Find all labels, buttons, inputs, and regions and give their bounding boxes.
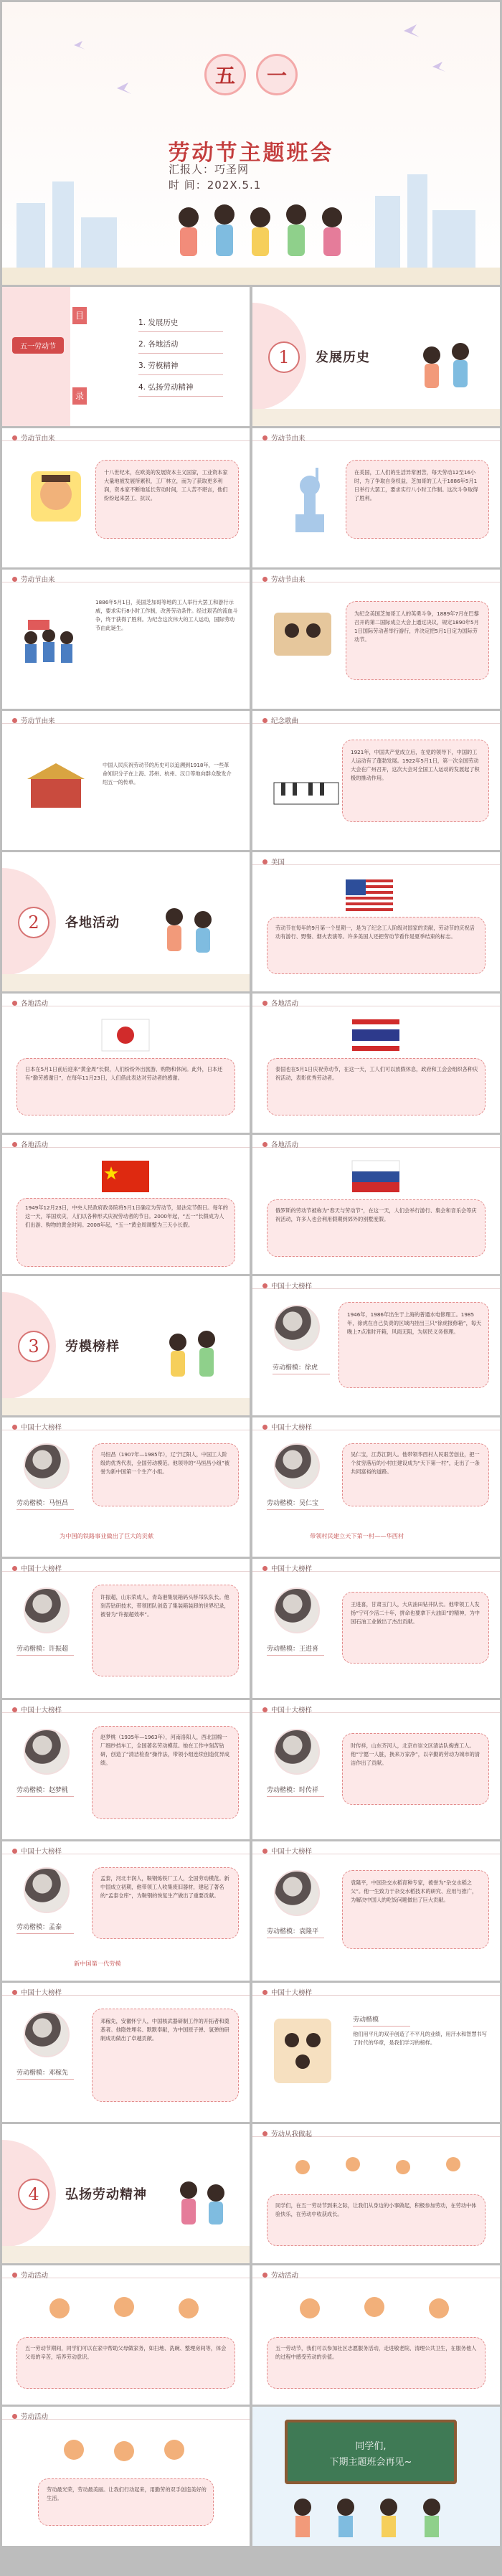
model-slide-10 [2, 1983, 250, 2122]
slide-text: 1949年12月23日，中央人民政府政务院将5月1日确定为劳动节，是法定节假日。每年的这一天，举国欢庆，人们以各种形式庆祝劳动者的节日。2000年起，“五一”长假成为人们出游、购物的黄金时间。2008年起，“五一”黄金周调整为三天小长假。 [25, 1204, 228, 1228]
toc-left-panel [2, 287, 70, 426]
portrait-photo [24, 1587, 70, 1633]
slide-text: 袁隆平，中国杂交水稻育种专家，被誉为“杂交水稻之父”。他一生致力于杂交水稻技术的研究、应用与推广，为解决中国人的吃饭问题做出了巨大贡献。 [351, 1879, 478, 1903]
section-4-number: 4 [18, 2179, 49, 2210]
toc-item-2[interactable]: 2. 各地活动 [138, 339, 223, 354]
model-slide-2 [2, 1417, 250, 1557]
portrait-photo [274, 1729, 320, 1775]
section-4-slide [2, 2124, 250, 2263]
china-slide [2, 1135, 250, 1274]
model-slide-3 [252, 1417, 500, 1557]
slide-text: 劳动节在每年的9月第一个星期一，是为了纪念工人阶级对国家的贡献，劳动节的庆祝活动有游行、野餐、烟火表演等。许多美国人还把劳动节看作是夏季结束的标志。 [275, 925, 475, 940]
model-name: 劳动楷模：王进喜 [267, 1643, 324, 1656]
slide-tag: 劳动从我做起 [271, 2131, 313, 2138]
model-name: 劳动楷模：赵梦桃 [16, 1785, 74, 1797]
slide-text: 吴仁宝，江苏江阴人。他带领华西村人民艰苦创业，把一个贫穷落后的小村庄建设成为“天下第一村”，走出了一条共同富裕的道路。 [351, 1451, 480, 1475]
portrait-photo [274, 1870, 320, 1916]
slide-tag: 中国十大榜样 [21, 1424, 62, 1432]
slide-tag: 中国十大榜样 [271, 1848, 313, 1856]
worker-collage-icon [252, 1983, 500, 2122]
slide-tag: 劳动节由来 [271, 435, 306, 443]
slide-text: 五一劳动节，我们可以参加社区志愿服务活动，走进敬老院、清理公共卫生，在服务他人的过程中感受劳动的价值。 [275, 2345, 477, 2360]
toc-item-3[interactable]: 3. 劳模精神 [138, 360, 223, 375]
portrait-photo [274, 1443, 320, 1489]
classroom-students-icon [252, 2407, 500, 2546]
model-quote: 新中国第一代劳模 [74, 1960, 121, 1967]
slide-text: 日本在5月1日前后迎来“黄金周”长假，人们纷纷外出旅游、购物和休闲。此外，日本还有“勤劳感谢日”，在每年11月23日，人们借此表达对劳动者的感谢。 [25, 1066, 223, 1081]
japan-slide [2, 994, 250, 1133]
slide-text: 俄罗斯的劳动节被称为“春天与劳动节”，在这一天，人们会举行游行、集会和音乐会等庆祝活动，许多人也会利用假期到郊外的别墅度假。 [275, 1207, 477, 1222]
slide-tag: 中国十大榜样 [21, 1989, 62, 1997]
slide-text: 1886年5月1日，美国芝加哥等地的工人举行大罢工和游行示威，要求实行8小时工作制，改善劳动条件。经过艰苦的流血斗争，终于获得了胜利。为纪念这次伟大的工人运动，国际劳动节由此诞生。 [95, 599, 238, 631]
slide-text: 马恒昌（1907年—1985年），辽宁辽阳人，中国工人阶级的优秀代表，全国劳动模范。他领导的“马恒昌小组”被誉为新中国第一个生产小组。 [100, 1451, 229, 1475]
portrait-photo [24, 1729, 70, 1775]
slide-tag: 劳动节由来 [21, 576, 55, 584]
closing-line-2: 下期主题班会再见~ [329, 2457, 412, 2468]
slide-tag: 中国十大榜样 [21, 1707, 62, 1714]
section-3-slide [2, 1276, 250, 1415]
closing-line-1: 同学们, [355, 2441, 387, 2452]
closing-slide [252, 2407, 500, 2546]
model-slide-9 [252, 1841, 500, 1981]
toc-label-bottom: 录 [72, 387, 87, 405]
model-name: 劳动楷模：时传祥 [267, 1785, 324, 1797]
model-quote: 为中国的铁路事业做出了巨大的贡献 [60, 1532, 154, 1539]
section-1-title: 发展历史 [316, 350, 370, 365]
model-slide-11 [252, 1983, 500, 2122]
toc-item-1[interactable]: 1. 发展历史 [138, 317, 223, 332]
origin-slide-2 [252, 428, 500, 567]
slide-tag: 中国十大榜样 [21, 1848, 62, 1856]
slide-text: 在美国，工人们的生活异常困苦，每天劳动12至16小时，为了争取自身权益，芝加哥的工人于1886年5月1日举行大罢工，要求实行八小时工作制。这次斗争取得了胜利。 [354, 469, 478, 501]
model-name: 劳动楷模：徐虎 [273, 1362, 330, 1374]
section-3-title: 劳模榜样 [65, 1339, 120, 1354]
origin-slide-3 [2, 570, 250, 709]
workers-illustration-icon [2, 852, 250, 991]
model-slide-4 [2, 1559, 250, 1698]
cover-slide [2, 2, 500, 285]
section-3-number: 3 [18, 1331, 49, 1362]
section-2-title: 各地活动 [65, 915, 120, 930]
model-slide-5 [252, 1559, 500, 1698]
model-name: 劳动楷模：袁隆平 [267, 1926, 324, 1938]
slide-tag: 劳动节由来 [21, 435, 55, 443]
thailand-slide [252, 994, 500, 1133]
protest-crowd-icon [2, 570, 250, 709]
toc-label-top: 目 [72, 307, 87, 324]
workers-illustration-icon [252, 287, 500, 426]
slide-tag: 劳动节由来 [21, 717, 55, 725]
workers-illustration-icon [2, 2124, 250, 2263]
model-name: 劳动楷模：孟泰 [16, 1922, 74, 1934]
cover-badge-yi: 一 [256, 54, 298, 95]
section-2-slide [2, 852, 250, 991]
slide-text: 1946年，1986年出生于上海的普通水电修理工。1985年，徐虎在自己负责的区域内挂出三只“徐虎报修箱”，每天晚上7点准时开箱，风雨无阻，为居民义务修理。 [347, 1311, 482, 1335]
slide-text: 为纪念美国芝加哥工人的英勇斗争，1889年7月在巴黎召开的第二国际成立大会上通过决议，规定1890年5月1日国际劳动者举行游行，并决定把5月1日定为国际劳动节。 [354, 610, 479, 643]
cover-reporter: 汇报人：巧圣网 [169, 163, 250, 176]
russia-slide [252, 1135, 500, 1274]
slide-tag: 中国十大榜样 [21, 1565, 62, 1573]
toc-badge: 五一劳动节 [12, 337, 64, 354]
section-2-number: 2 [18, 907, 49, 938]
slide-tag: 各地活动 [21, 1141, 49, 1149]
slide-text: 赵梦桃（1935年—1963年），河南洛阳人，西北国棉一厂细纱挡车工，全国著名劳动模范。她在工作中刻苦钻研，创造了“清洁检查”操作法，带领小组连续创造优异成绩。 [100, 1734, 229, 1766]
slide-tag: 中国十大榜样 [271, 1989, 313, 1997]
cover-badge-wu: 五 [204, 54, 246, 95]
portrait-photo [274, 1305, 320, 1351]
slide-text: 五一劳动节期间，同学们可以在家中帮助父母做家务，如扫地、洗碗、整理房间等，体会父母的辛苦，培养劳动意识。 [25, 2345, 227, 2360]
slide-tag: 各地活动 [271, 1141, 299, 1149]
model-slide-8 [2, 1841, 250, 1981]
slide-tag: 中国十大榜样 [271, 1283, 313, 1291]
slide-text: 邓稼先，安徽怀宁人，中国核武器研制工作的开拓者和奠基者。他隐姓埋名、默默奉献，为中国原子弹、氢弹的研制成功做出了卓越贡献。 [100, 2018, 229, 2042]
origin-slide-4 [252, 570, 500, 709]
slide-text: 中国人民庆祝劳动节的历史可以追溯到1918年，一些革命知识分子在上海、苏州、杭州、汉口等地向群众散发介绍五一的传单。 [103, 762, 232, 785]
slide-text: 1921年，中国共产党成立后，在党的领导下，中国的工人运动有了蓬勃发展。1922年5月1日，第一次全国劳动大会在广州召开，这次大会对全国工人运动的发展起了积极的推动作用。 [351, 749, 480, 781]
song-slide [252, 711, 500, 850]
model-name: 劳动楷模：邓稼先 [16, 2067, 74, 2080]
cover-time: 时 间：202X.5.1 [169, 179, 262, 192]
model-quote: 带领村民建立天下第一村——华西村 [310, 1532, 404, 1539]
slide-text: 他们用平凡的双手创造了不平凡的业绩，用汗水和智慧书写了时代的华章，是我们学习的榜样。 [353, 2031, 487, 2046]
usa-slide [252, 852, 500, 991]
toc-item-4[interactable]: 4. 弘扬劳动精神 [138, 382, 223, 397]
slide-tag: 劳动活动 [21, 2413, 49, 2421]
model-name: 劳动楷模 [353, 2014, 410, 2027]
origin-slide-5 [2, 711, 250, 850]
portrait-photo [274, 1587, 320, 1633]
portrait-photo [24, 1867, 70, 1913]
slide-tag: 各地活动 [21, 1000, 49, 1008]
portrait-photo [24, 2011, 70, 2057]
origin-slide-1 [2, 428, 250, 567]
slide-text: 劳动最光荣，劳动最美丽。让我们行动起来，用勤劳的双手创造美好的生活。 [47, 2486, 207, 2501]
model-name: 劳动楷模：马恒昌 [16, 1498, 74, 1510]
toc-slide [2, 287, 250, 426]
section-4-title: 弘扬劳动精神 [65, 2187, 147, 2202]
cover-title: 劳动节主题班会 [168, 141, 334, 166]
slide-tag: 劳动活动 [21, 2272, 49, 2280]
slide-tag: 纪念歌曲 [271, 717, 299, 725]
model-slide-1 [252, 1276, 500, 1415]
children-illustration-icon [179, 204, 342, 256]
slide-tag: 美国 [271, 859, 285, 867]
model-name: 劳动楷模：许振超 [16, 1643, 74, 1656]
spirit-slide-3 [252, 2265, 500, 2405]
slide-tag: 中国十大榜样 [271, 1565, 313, 1573]
slide-tag: 中国十大榜样 [271, 1424, 313, 1432]
section-1-slide [252, 287, 500, 426]
slide-tag: 劳动活动 [271, 2272, 299, 2280]
section-1-number: 1 [268, 341, 300, 373]
model-slide-6 [2, 1700, 250, 1839]
slide-text: 许振超，山东荣成人，青岛港集装箱码头桥吊队队长。他刻苦钻研技术，带领团队创造了集装箱装卸的世界纪录，被誉为“许振超效率”。 [100, 1594, 229, 1618]
spirit-slide-1 [252, 2124, 500, 2263]
slide-text: 同学们，在五一劳动节到来之际，让我们从身边的小事做起，积极参加劳动，在劳动中体验快乐，在劳动中收获成长。 [275, 2202, 477, 2217]
slide-tag: 各地活动 [271, 1000, 299, 1008]
model-slide-7 [252, 1700, 500, 1839]
slide-tag: 劳动节由来 [271, 576, 306, 584]
slide-text: 王进喜，甘肃玉门人，大庆油田钻井队长。他带领工人发扬“宁可少活二十年，拼命也要拿下大油田”的精神，为中国石油工业做出了杰出贡献。 [351, 1601, 480, 1625]
portrait-photo [24, 1443, 70, 1489]
slide-text: 泰国也在5月1日庆祝劳动节，在这一天，工人们可以放假休息，政府和工会会组织各种庆祝活动，表彰优秀劳动者。 [275, 1066, 478, 1081]
model-name: 劳动楷模：吴仁宝 [267, 1498, 324, 1510]
spirit-slide-4 [2, 2407, 250, 2546]
slide-text: 孟泰，河北丰润人，鞍钢炼铁厂工人，全国劳动模范。新中国成立初期，他带领工人收集废旧器材，建起了著名的“孟泰仓库”，为鞍钢的恢复生产做出了重要贡献。 [100, 1875, 229, 1899]
slide-text: 时传祥，山东齐河人，北京市崇文区清洁队掏粪工人。他“宁愿一人脏，换来万家净”，以辛勤的劳动为城市的清洁作出了贡献。 [351, 1742, 480, 1766]
workers-illustration-icon [2, 1276, 250, 1415]
spirit-slide-2 [2, 2265, 250, 2405]
slide-tag: 中国十大榜样 [271, 1707, 313, 1714]
slide-text: 十八世纪末，在欧美的发展资本主义国家，工业资本家大量地被发展所累积，工厂林立，而为了获取更多利润，资本家不断地延长劳动时间，工人苦不堪言，他们纷纷起来罢工、抗议。 [104, 469, 228, 501]
